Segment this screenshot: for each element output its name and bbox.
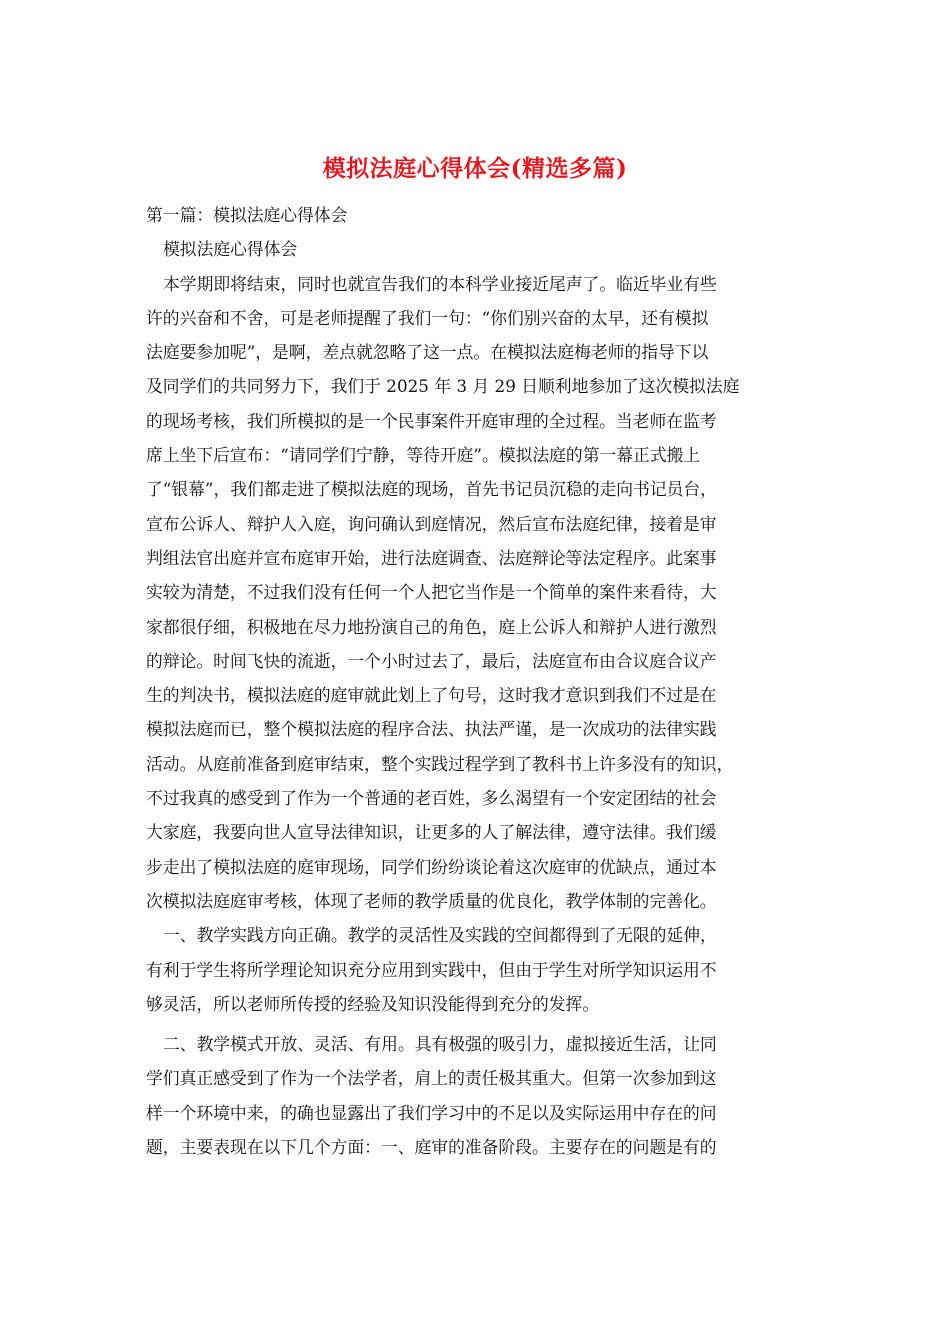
subheading: 模拟法庭心得体会 [163,239,298,260]
paragraph-line: 够灵活，所以老师所传授的经验及知识没能得到充分的发挥。 [146,993,600,1014]
paragraph-line: 了“银幕”，我们都走进了模拟法庭的现场，首先书记员沉稳的走向书记员台， [146,479,717,500]
paragraph-2 [146,918,806,1021]
document-body [146,198,806,1164]
paragraph-line: 次模拟法庭庭审考核，体现了老师的教学质量的优良化，教学体制的完善化。 [146,890,717,911]
paragraph-line: 题，主要表现在以下几个方面：一、庭审的准备阶段。主要存在的问题是有的 [146,1137,717,1158]
paragraph-line: 的现场考核，我们所模拟的是一个民事案件开庭审理的全过程。当老师在监考 [146,410,717,431]
paragraph-line: 席上坐下后宣布：“请同学们宁静，等待开庭”。模拟法庭的第一幕正式搬上 [146,445,701,466]
paragraph-line: 模拟法庭而已，整个模拟法庭的程序合法、执法严谨，是一次成功的法律实践 [146,719,717,740]
paragraph-line: 宣布公诉人、辩护人入庭，询问确认到庭情况，然后宣布法庭纪律，接着是审 [146,513,717,534]
paragraph-line: 及同学们的共同努力下，我们于 2025 年 3 月 29 日顺利地参加了这次模拟法庭 [146,376,740,397]
paragraph-line: 生的判决书，模拟法庭的庭审就此划上了句号，这时我才意识到我们不过是在 [146,685,717,706]
paragraph-line: 一、教学实践方向正确。教学的灵活性及实践的空间都得到了无限的延伸， [163,925,717,946]
paragraph-line: 步走出了模拟法庭的庭审现场，同学们纷纷谈论着这次庭审的优缺点，通过本 [146,856,717,877]
paragraph-line: 法庭要参加呢”，是啊，差点就忽略了这一点。在模拟法庭梅老师的指导下以 [146,342,709,363]
paragraph-1 [146,267,806,919]
paragraph-line: 大家庭，我要向世人宣导法律知识，让更多的人了解法律，遵守法律。我们缓 [146,822,717,843]
paragraph-line: 样一个环境中来，的确也显露出了我们学习中的不足以及实际运用中存在的问 [146,1102,717,1123]
paragraph-line: 实较为清楚，不过我们没有任何一个人把它当作是一个简单的案件来看待，大 [146,582,717,603]
paragraph-line: 有利于学生将所学理论知识充分应用到实践中，但由于学生对所学知识运用不 [146,959,717,980]
document-title: 模拟法庭心得体会(精选多篇) [322,155,628,182]
paragraph-line: 判组法官出庭并宣布庭审开始，进行法庭调查、法庭辩论等法定程序。此案事 [146,547,717,568]
paragraph-line: 学们真正感受到了作为一个法学者，肩上的责任极其重大。但第一次参加到这 [146,1068,717,1089]
paragraph-line: 家都很仔细，积极地在尽力地扮演自己的角色，庭上公诉人和辩护人进行激烈 [146,616,717,637]
paragraph-line: 本学期即将结束，同时也就宣告我们的本科学业接近尾声了。临近毕业有些 [163,273,717,294]
paragraph-line: 活动。从庭前准备到庭审结束，整个实践过程学到了教科书上许多没有的知识， [146,753,734,774]
section-heading: 第一篇：模拟法庭心得体会 [146,205,348,225]
paragraph-3 [146,1027,806,1164]
paragraph-line: 的辩论。时间飞快的流逝，一个小时过去了，最后，法庭宣布由合议庭合议产 [146,650,717,671]
paragraph-line: 不过我真的感受到了作为一个普通的老百姓，多么渴望有一个安定团结的社会 [146,788,717,809]
paragraph-line: 二、教学模式开放、灵活、有用。具有极强的吸引力，虚拟接近生活，让同 [163,1034,717,1055]
paragraph-line: 许的兴奋和不舍，可是老师提醒了我们一句：“你们别兴奋的太早，还有模拟 [146,307,709,328]
